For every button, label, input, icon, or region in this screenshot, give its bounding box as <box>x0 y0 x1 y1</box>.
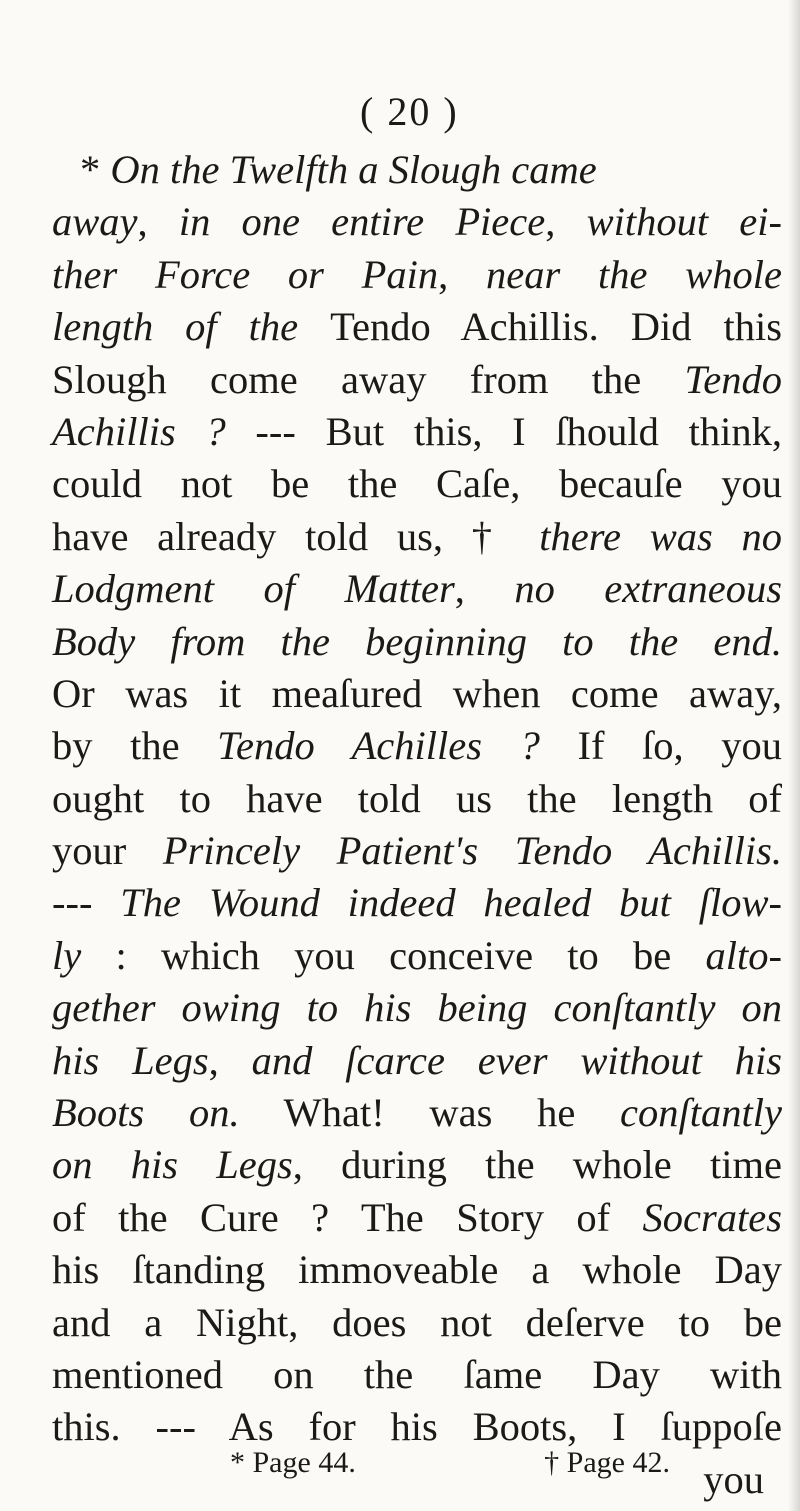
roman-text: Tendo Achillis. Did this <box>330 304 782 350</box>
page-number: ( 20 ) <box>360 89 459 134</box>
text-line <box>52 1297 782 1349</box>
text-line <box>52 877 782 929</box>
italic-text: near the whole <box>486 251 782 297</box>
text-line <box>52 773 782 825</box>
roman-text: his ſtanding immoveable a whole Day <box>52 1247 782 1293</box>
roman-text: If ſo, you <box>539 723 783 769</box>
italic-text: The Wound indeed healed but ſlow- <box>120 880 783 926</box>
text-line <box>52 354 782 406</box>
roman-text: , <box>208 1037 252 1083</box>
text-line <box>52 825 782 877</box>
text-line <box>52 406 782 458</box>
text-line <box>52 144 782 196</box>
roman-text: , <box>438 251 487 297</box>
roman-text: , <box>545 199 587 245</box>
text-line <box>52 196 782 248</box>
italic-text: ther Force or Pain <box>52 251 439 297</box>
text-line <box>52 301 782 353</box>
roman-text: : which you conceive to be <box>81 932 706 978</box>
body-text <box>52 144 782 1506</box>
text-line <box>52 1349 782 1401</box>
roman-text: --- <box>52 880 121 926</box>
text-line <box>52 511 782 563</box>
roman-text: you <box>703 1456 764 1502</box>
text-line <box>52 982 782 1034</box>
roman-text: this. --- As for his Boots, I ſuppoſe <box>52 1404 782 1450</box>
text-line <box>52 1139 782 1191</box>
text-line <box>52 720 782 772</box>
italic-text: Boots on. <box>52 1090 240 1136</box>
italic-text: Body from the beginning to the end. <box>52 618 782 664</box>
roman-text: have already told us, † <box>52 513 540 559</box>
italic-text: Princely Patient's Tendo Achillis. <box>162 828 782 874</box>
text-line <box>52 1244 782 1296</box>
roman-text: of the Cure ? The Story of <box>52 1194 643 1240</box>
italic-text: in one entire Piece <box>178 199 546 245</box>
footnote-dagger: † Page 42. <box>544 1446 670 1479</box>
italic-text: alto- <box>705 932 782 978</box>
roman-text: Or was it meaſured when come away, <box>52 670 782 716</box>
roman-text: What! was he <box>239 1090 621 1136</box>
italic-text: without ei- <box>586 199 782 245</box>
italic-text: gether owing to his being conſtantly on <box>52 985 782 1031</box>
roman-text: and a Night, does not deſerve to be <box>52 1299 782 1345</box>
footnote-star: * Page 44. <box>230 1446 356 1479</box>
italic-text: conſtantly <box>620 1090 782 1136</box>
italic-text: Achillis ? <box>52 408 226 454</box>
roman-text: your <box>52 828 163 874</box>
roman-text: , during the whole time <box>292 1142 782 1188</box>
roman-text: ought to have told us the length of <box>52 775 782 821</box>
roman-text: * <box>80 147 111 192</box>
italic-text: Tendo <box>684 356 782 402</box>
italic-text: length of the <box>52 304 331 350</box>
text-line <box>52 616 782 668</box>
italic-text: his Legs <box>52 1037 209 1083</box>
page-edge-shadow <box>788 0 800 1511</box>
roman-text: by the <box>52 723 218 769</box>
roman-text: Slough come away from the <box>52 356 685 402</box>
roman-text: could not be the Caſe, becauſe you <box>52 461 782 507</box>
roman-text: , <box>137 199 179 245</box>
italic-text: on his Legs <box>52 1142 293 1188</box>
italic-text: and ſcarce ever without his <box>251 1037 782 1083</box>
roman-text: mentioned on the ſame Day with <box>52 1351 782 1397</box>
italic-text: away <box>52 199 138 245</box>
text-line <box>52 930 782 982</box>
roman-text: --- But this, I ſhould think, <box>225 408 782 454</box>
italic-text: Tendo Achilles ? <box>217 723 540 769</box>
italic-text: Lodgment of Matter <box>52 566 455 612</box>
italic-text: there was no <box>539 513 782 559</box>
footnotes <box>230 1446 670 1480</box>
italic-text: Socrates <box>642 1194 782 1240</box>
text-line <box>52 563 782 615</box>
text-line <box>52 1035 782 1087</box>
roman-text: , <box>454 566 515 612</box>
text-line <box>52 249 782 301</box>
text-line <box>52 458 782 510</box>
italic-text: On the Twelfth a Slough came <box>110 147 597 192</box>
text-line <box>52 1192 782 1244</box>
italic-text: ly <box>52 932 82 978</box>
text-line <box>52 668 782 720</box>
text-line <box>52 1087 782 1139</box>
italic-text: no extraneous <box>514 566 782 612</box>
